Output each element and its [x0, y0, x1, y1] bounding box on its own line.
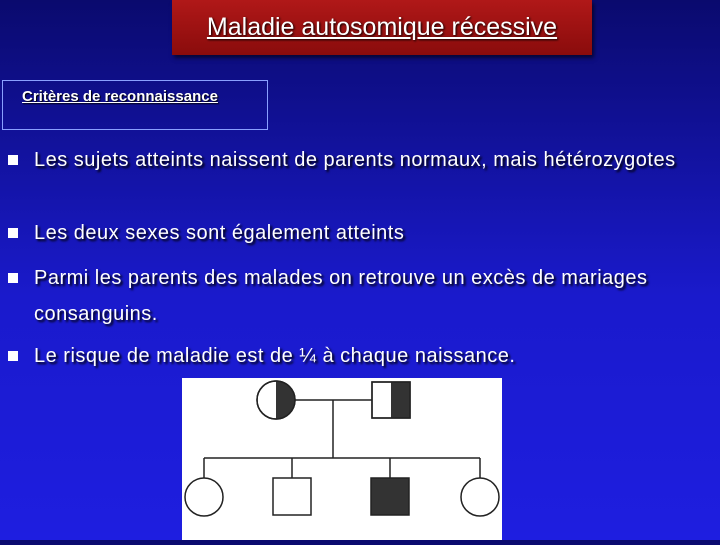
- square-bullet-icon: [8, 155, 18, 165]
- bullet-item: [8, 342, 684, 371]
- child-female-healthy: [461, 478, 499, 516]
- parent-female-heterozygous: [257, 381, 295, 419]
- pedigree-diagram: [182, 378, 502, 540]
- bullet-text: Les deux sexes sont également atteints: [34, 222, 405, 244]
- child-male-healthy: [273, 478, 311, 515]
- parent-male-heterozygous: [372, 382, 410, 418]
- bullet-item: [8, 264, 684, 332]
- slide-title: Maladie autosomique récessive: [206, 13, 558, 41]
- child-female-healthy: [185, 478, 223, 516]
- square-bullet-icon: [8, 273, 18, 283]
- bullet-item: [8, 219, 684, 248]
- criteria-heading: Critères de reconnaissance: [22, 88, 218, 105]
- bullet-text: Parmi les parents des malades on retrouve un excès de mariages consanguins.: [34, 267, 648, 325]
- square-bullet-icon: [8, 228, 18, 238]
- bullet-item: [8, 146, 684, 175]
- bullet-text: Les sujets atteints naissent de parents normaux, mais hétérozygotes: [34, 149, 676, 171]
- pedigree-svg: [182, 378, 502, 540]
- title-banner: [172, 0, 592, 55]
- bullet-text: Le risque de maladie est de ¼ à chaque naissance.: [34, 345, 516, 367]
- child-male-affected: [371, 478, 409, 515]
- square-bullet-icon: [8, 351, 18, 361]
